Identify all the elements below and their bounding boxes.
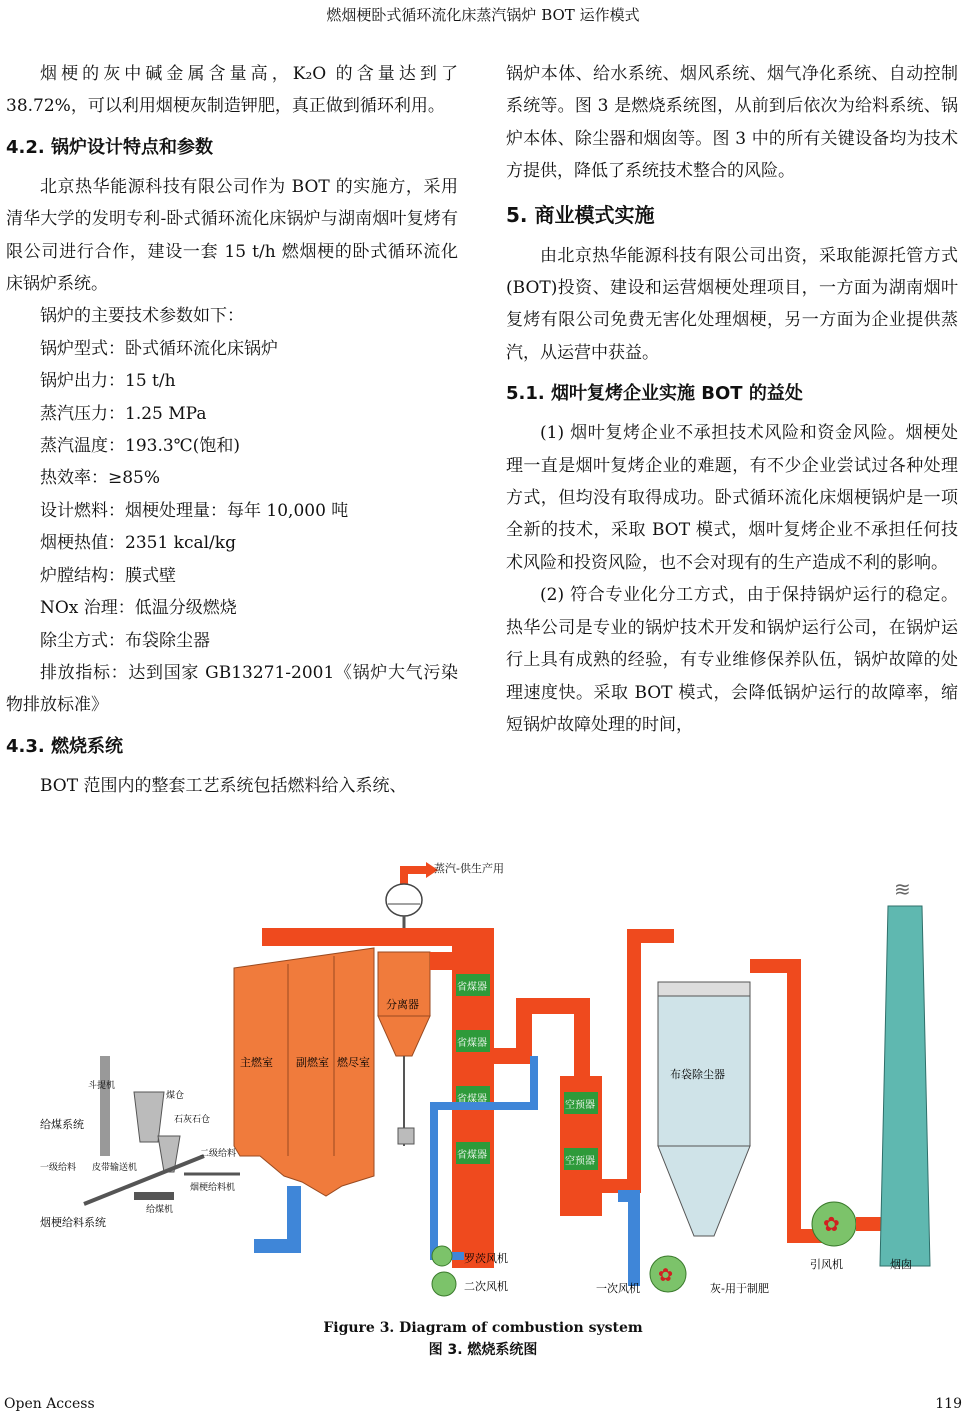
bottom-air-duct xyxy=(254,1186,294,1246)
economizer-label: 省煤器 xyxy=(457,1094,487,1105)
coal-feeder xyxy=(134,1192,174,1200)
chimney xyxy=(880,906,930,1266)
coal-feeder-label: 给煤机 xyxy=(146,1205,174,1215)
loop-seal xyxy=(398,1128,414,1144)
belt-conveyor-label: 皮带输送机 xyxy=(92,1163,138,1173)
paragraph: 北京热华能源科技有限公司作为 BOT 的实施方，采用清华大学的发明专利-卧式循环流化床锅炉与湖南烟叶复烤有限公司进行合作，建设一套 15 t/h 燃烟梗的卧式循环流化床锅炉系统。 xyxy=(6,176,458,295)
param-line: 烟梗热值：2351 kcal/kg xyxy=(40,533,236,554)
steam-drum xyxy=(386,884,422,916)
paragraph: BOT 范围内的整套工艺系统包括燃料给入系统、 xyxy=(40,775,407,796)
combustion-system-figure xyxy=(34,856,954,1304)
param-line: 蒸汽温度：193.3℃(饱和) xyxy=(40,436,240,457)
right-column xyxy=(506,58,958,741)
param-line: 锅炉型式：卧式循环流化床锅炉 xyxy=(40,338,278,359)
air-preheater-label: 空预器 xyxy=(565,1100,595,1111)
left-column xyxy=(6,58,458,802)
param-line: 设计燃料：烟梗处理量：每年 10,000 吨 xyxy=(40,500,349,521)
param-line: 蒸汽压力：1.25 MPa xyxy=(40,403,207,424)
economizer-label: 省煤器 xyxy=(457,982,487,993)
paragraph: 烟梗的灰中碱金属含量高，K₂O 的含量达到了 38.72%，可以利用烟梗灰制造钾肥，真正做到循环利用。 xyxy=(6,64,458,117)
param-line: 除尘方式：布袋除尘器 xyxy=(40,630,210,651)
bag-filter-hopper xyxy=(658,1146,750,1236)
roots-fan-label: 罗茨风机 xyxy=(464,1252,508,1265)
flue-duct-to-fan xyxy=(750,966,834,1236)
belt1-label: 一级给料 xyxy=(40,1163,77,1173)
burnout-chamber-label: 燃尽室 xyxy=(337,1056,370,1069)
bag-filter-label: 布袋除尘器 xyxy=(670,1068,725,1081)
smoke-icon: ≋ xyxy=(894,877,911,901)
ash-label: 灰-用于制肥 xyxy=(710,1282,769,1295)
footer-open-access: Open Access xyxy=(4,1396,95,1412)
furnace-body xyxy=(234,948,374,1196)
roots-fan xyxy=(432,1246,452,1266)
secondary-fan xyxy=(432,1272,456,1296)
section-heading-5-1: 5.1. 烟叶复烤企业实施 BOT 的益处 xyxy=(506,383,803,405)
combustion-diagram xyxy=(34,856,954,1304)
figure-caption-english: Figure 3. Diagram of combustion system xyxy=(323,1320,643,1336)
paragraph: (2) 符合专业化分工方式，由于保持锅炉运行的稳定。热华公司是专业的锅炉技术开发和锅炉运行公司，在锅炉运行上具有成熟的经验，有专业维修保养队伍，锅炉故障的处理速度快。采取 BOT 模式，会降低锅炉运行的故障率，缩短锅炉故障处理的时间， xyxy=(506,585,958,735)
paragraph: 锅炉本体、给水系统、烟风系统、烟气净化系统、自动控制系统等。图 3 是燃烧系统图，从前到后依次为给料系统、锅炉本体、除尘器和烟囱等。图 3 中的所有关键设备均为技术方提供，降低了系统技术整合的风险。 xyxy=(506,64,958,182)
primary-air-duct xyxy=(618,1196,634,1286)
primary-fan-label: 一次风机 xyxy=(596,1282,640,1295)
section-heading-4-2: 4.2. 锅炉设计特点和参数 xyxy=(6,136,213,158)
paragraph: 排放指标：达到国家 GB13271-2001《锅炉大气污染物排放标准》 xyxy=(6,662,458,716)
primary-fan-icon: ✿ xyxy=(658,1265,674,1286)
paragraph: (1) 烟叶复烤企业不承担技术风险和资金风险。烟梗处理一直是烟叶复烤企业的难题，有不少企业尝试过各种处理方式，但均没有取得成功。卧式循环流化床烟梗锅炉是一项全新的技术，采取 BOT 模式，烟叶复烤企业不承担任何技术风险和投资风险，也不会对现有的生产造成不利的影响。 xyxy=(506,423,958,573)
coal-feed-label: 给煤系统 xyxy=(40,1118,84,1131)
economizer-label: 省煤器 xyxy=(457,1150,487,1161)
bag-filter-top xyxy=(658,982,750,996)
economizer-label: 省煤器 xyxy=(457,1038,487,1049)
id-fan-icon: ✿ xyxy=(823,1212,840,1236)
figure-caption-chinese: 图 3. 燃烧系统图 xyxy=(428,1342,538,1358)
limestone-label: 石灰石仓 xyxy=(174,1115,211,1125)
separator-label: 分离器 xyxy=(386,998,419,1011)
param-line: NOx 治理：低温分级燃烧 xyxy=(40,598,237,619)
section-heading-4-3: 4.3. 燃烧系统 xyxy=(6,735,123,757)
bucket-elevator xyxy=(100,1056,110,1156)
section-heading-5: 5. 商业模式实施 xyxy=(506,202,655,227)
coal-bin-label: 煤仓 xyxy=(166,1091,185,1101)
elevator-label: 斗提机 xyxy=(88,1081,116,1091)
param-line: 锅炉的主要技术参数如下： xyxy=(40,306,244,327)
paragraph: 由北京热华能源科技有限公司出资，采取能源托管方式(BOT)投资、建设和运营烟梗处理项目，一方面为湖南烟叶复烤有限公司免费无害化处理烟梗，另一方面为企业提供蒸汽，从运营中获益。 xyxy=(506,245,958,363)
secondary-feed-label: 二级给料 xyxy=(200,1149,237,1159)
aux-chamber-label: 副燃室 xyxy=(296,1056,329,1069)
param-line: 热效率：≥85% xyxy=(40,468,161,489)
secondary-fan-label: 二次风机 xyxy=(464,1280,508,1293)
stem-feeder-label: 烟梗给料机 xyxy=(190,1183,236,1193)
air-preheater-label: 空预器 xyxy=(565,1156,595,1167)
page-number: 119 xyxy=(935,1396,962,1412)
chimney-label: 烟囱 xyxy=(890,1258,912,1271)
main-chamber-label: 主燃室 xyxy=(240,1056,273,1069)
running-header: 燃烟梗卧式循环流化床蒸汽锅炉 BOT 运作模式 xyxy=(326,6,640,24)
stem-feed-label: 烟梗给料系统 xyxy=(40,1216,106,1229)
param-line: 炉膛结构：膜式壁 xyxy=(40,565,176,586)
coal-bin xyxy=(134,1092,164,1142)
param-line: 锅炉出力：15 t/h xyxy=(40,371,176,392)
id-fan-label: 引风机 xyxy=(810,1258,843,1271)
separator-cone xyxy=(378,1016,430,1056)
steam-label: 蒸汽-供生产用 xyxy=(434,862,504,875)
